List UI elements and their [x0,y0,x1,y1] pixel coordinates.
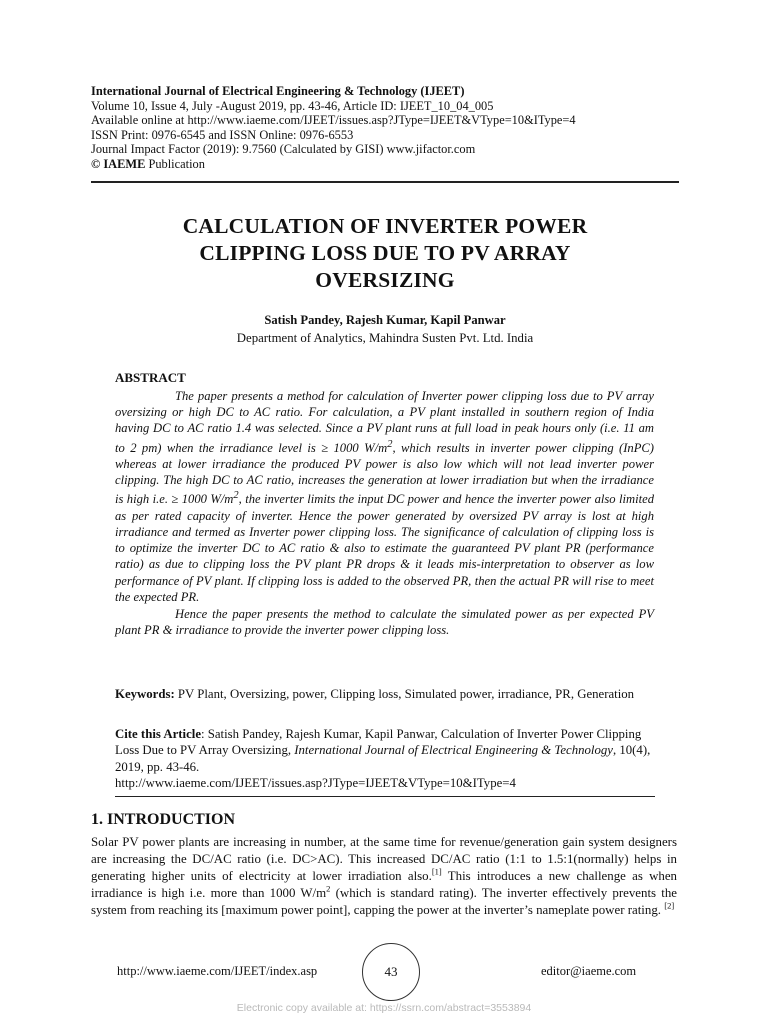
cite-this-article: Cite this Article: Satish Pandey, Rajesh Kumar, Kapil Panwar, Calculation of Inverter Power Clipping Loss Due to PV Array Oversizing, International Journal of Electrical Engineering & Technology, 10(4), 2019, pp. 43-46. http://www.iaeme.com/IJEET/issues.asp?JType=IJEET&VType=10&IType=4 [115,726,655,791]
keywords-label: Keywords: [115,687,175,701]
impact-factor-line: Journal Impact Factor (2019): 9.7560 (Calculated by GISI) www.jifactor.com [91,142,476,156]
page-number-circle [362,943,420,1001]
journal-title: International Journal of Electrical Engineering & Technology (IJEET) [91,84,465,98]
title-line-1: CALCULATION OF INVERTER POWER [182,214,588,238]
cite-label: Cite this Article [115,727,201,741]
footer-email-link[interactable]: editor@iaeme.com [541,964,637,978]
title-line-2: CLIPPING LOSS DUE TO PV ARRAY [199,241,571,265]
issn-line: ISSN Print: 0976-6545 and ISSN Online: 0976-6553 [91,127,354,142]
volume-line: Volume 10, Issue 4, July -August 2019, pp. 43-46, Article ID: IJEET_10_04_005 [91,98,494,113]
abstract-paragraph-2: Hence the paper presents the method to calculate the simulated power as per expected PV plant PR & irradiance to provide the inverter power clipping loss. [115,607,654,638]
reference-1[interactable]: [1] [431,866,442,877]
cite-journal: International Journal of Electrical Engineering & Technology [294,743,613,758]
page-number: 43 [384,964,398,979]
title-line-3: OVERSIZING [315,268,455,292]
introduction-heading: 1. INTRODUCTION [91,811,236,828]
publisher-suffix: Publication [145,156,205,171]
journal-header [91,84,681,171]
publisher-line [91,157,681,172]
abstract-body [115,388,654,638]
reference-2[interactable]: [2] [664,900,675,911]
footer-url-link[interactable]: http://www.iaeme.com/IJEET/index.asp [117,964,318,978]
publisher-name: © IAEME [91,156,146,171]
available-online-line: Available online at http://www.iaeme.com/IJEET/issues.asp?JType=IJEET&VType=10&IType=4 [91,113,576,127]
abstract-heading: ABSTRACT [115,370,186,385]
keywords [115,686,655,702]
cite-url-link[interactable]: http://www.iaeme.com/IJEET/issues.asp?JType=IJEET&VType=10&IType=4 [115,775,516,790]
authors: Satish Pandey, Rajesh Kumar, Kapil Panwar [264,313,506,327]
abstract-paragraph-1: The paper presents a method for calculation of Inverter power clipping loss due to PV array oversizing or high DC to AC ratio. For calculation, a PV plant installed in southern region of India having DC to AC ratio 1.4 was selected. Since a PV plant runs at full load in peak hours only (i.e. 11 am to 2 pm) when the irradiance level is ≥ 1000 $W/m^2$, which results in inverter power clipping (InPC) whereas at lower irradiance the produced PV power is also low which will not lead inverter power clipping. The high DC to AC ratio, increases the generation at lower irradiation but when the irradiance is high i.e. ≥ 1000 $W/m^2$, the inverter limits the input DC power and hence the inverter power also limited as per rated capacity of inverter. Hence the power generated by oversized PV array is lost at high irradiance and termed as Inverter power clipping loss. The significance of calculation of clipping loss is to optimize the inverter DC to AC ratio & also to estimate the guaranteed PV plant PR (performance ratio) as due to clipping loss the PV plant PR drops & it leads mis-interpretation to observer as low performance of PV plant. If clipping loss is added to the observed PR, then the actual PR will rise to meet the expected PR. [115,389,654,604]
cite-divider [115,796,655,797]
affiliation: Department of Analytics, Mahindra Susten Pvt. Ltd. India [236,331,534,345]
keywords-text: PV Plant, Oversizing, power, Clipping loss, Simulated power, irradiance, PR, Generation [174,687,635,701]
paper-title [95,213,675,294]
header-divider [91,181,679,183]
introduction-body: Solar PV power plants are increasing in number, at the same time for revenue/generation gain system designers are increasing the DC/AC ratio (i.e. DC>AC). This increased DC/AC ratio (1:1 to 1.5:1(normally) helps in generating higher units of electricity at lower irradiation also.[1] This introduces a new challenge as when irradiance is high i.e. more than 1000 $W/m^2$ (which is standard rating). The inverter effectively prevents the system from reaching its [maximum power point], capping the power at the inverter’s nameplate power rating. [2] [91,835,677,917]
ssrn-watermark: Electronic copy available at: https://ssrn.com/abstract=3553894 [236,1002,532,1014]
